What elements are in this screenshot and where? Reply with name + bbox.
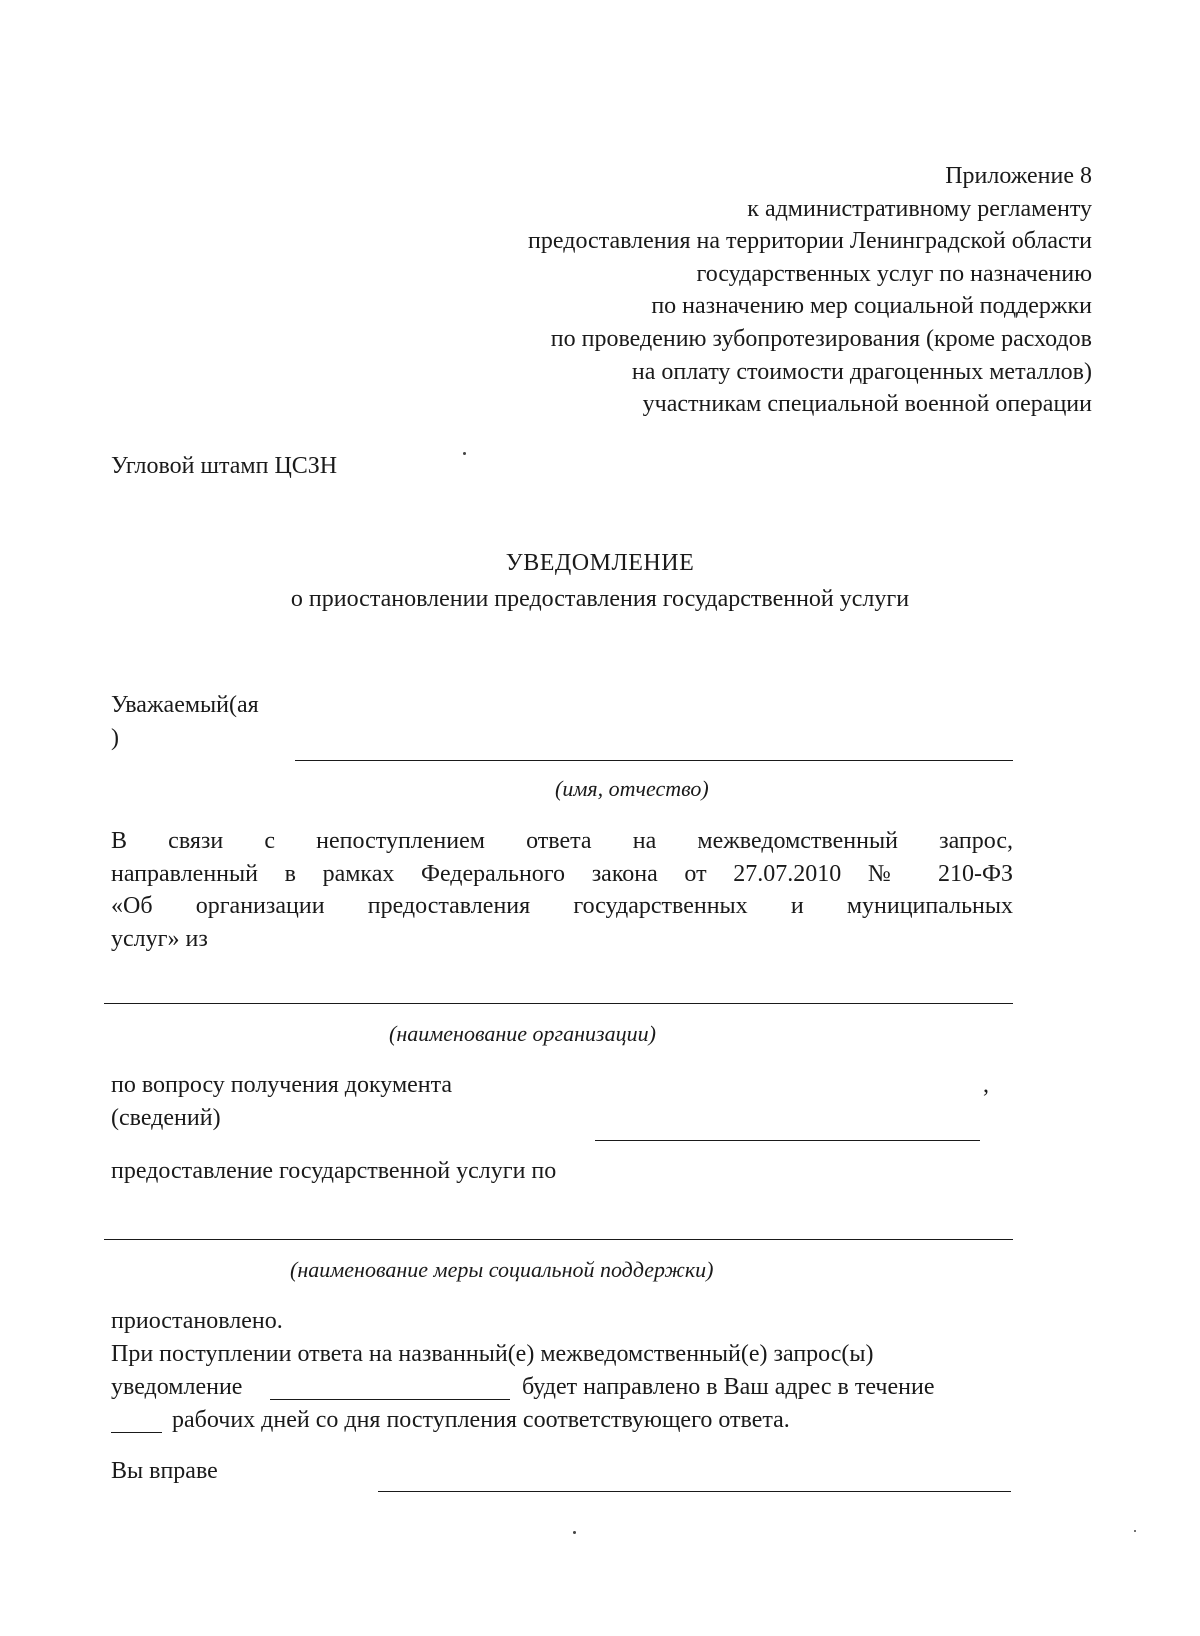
organization-blank-line[interactable] bbox=[104, 1003, 1013, 1004]
rights-blank-line[interactable] bbox=[378, 1491, 1011, 1492]
notification-text-end: будет направлено в Ваш адрес в течение bbox=[522, 1374, 935, 1400]
paragraph-line: В связи с непоступлением ответа на межведомственный запрос, bbox=[111, 828, 1013, 854]
annex-line: к административному регламенту bbox=[747, 195, 1092, 222]
rights-text: Вы вправе bbox=[111, 1458, 218, 1484]
days-count-blank[interactable] bbox=[111, 1432, 162, 1433]
name-caption: (имя, отчество) bbox=[555, 776, 709, 801]
corner-stamp-label: Угловой штамп ЦСЗН bbox=[111, 453, 338, 479]
annex-line: на оплату стоимости драгоценных металлов) bbox=[631, 358, 1092, 385]
salutation-close-paren: ) bbox=[111, 725, 119, 751]
annex-line: по проведению зубопротезирования (кроме расходов bbox=[550, 325, 1092, 352]
body-paragraph-1 bbox=[111, 825, 1013, 955]
paragraph-line: «Об организации предоставления государственных и муниципальных bbox=[111, 893, 1013, 919]
scan-speck bbox=[573, 1531, 576, 1534]
salutation-text: Уважаемый(ая bbox=[111, 692, 259, 718]
annex-header bbox=[528, 160, 1092, 421]
working-days-text: рабочих дней со дня поступления соответствующего ответа. bbox=[172, 1407, 790, 1433]
notice-title: УВЕДОМЛЕНИЕ bbox=[505, 550, 695, 576]
measure-blank-line[interactable] bbox=[104, 1239, 1013, 1240]
annex-line: участникам специальной военной операции bbox=[642, 391, 1092, 418]
scan-speck bbox=[1134, 1530, 1136, 1532]
name-blank-line[interactable] bbox=[295, 760, 1013, 761]
annex-line: Приложение 8 bbox=[945, 163, 1092, 189]
annex-line: предоставления на территории Ленинградской области bbox=[528, 228, 1092, 255]
response-text-line: При поступлении ответа на названный(е) межведомственный(е) запрос(ы) bbox=[111, 1341, 874, 1367]
notification-text-start: уведомление bbox=[111, 1374, 243, 1400]
notification-method-blank[interactable] bbox=[270, 1399, 510, 1400]
paragraph-line: услуг» из bbox=[111, 925, 208, 952]
suspended-text: приостановлено. bbox=[111, 1308, 283, 1334]
document-request-text: по вопросу получения документа bbox=[111, 1072, 453, 1098]
notice-subtitle: о приостановлении предоставления государственной услуги bbox=[290, 586, 910, 612]
measure-caption: (наименование меры социальной поддержки) bbox=[290, 1257, 714, 1282]
document-details-text: (сведений) bbox=[111, 1105, 221, 1131]
annex-line: государственных услуг по назначению bbox=[696, 260, 1092, 287]
paragraph-line: направленный в рамках Федерального закона от 27.07.2010 № 210-ФЗ bbox=[111, 860, 1013, 887]
document-blank-line[interactable] bbox=[595, 1140, 980, 1141]
organization-caption: (наименование организации) bbox=[389, 1021, 656, 1046]
service-text: предоставление государственной услуги по bbox=[111, 1158, 557, 1184]
scan-speck bbox=[463, 452, 466, 455]
annex-line: по назначению мер социальной поддержки bbox=[651, 293, 1092, 320]
document-comma: , bbox=[983, 1072, 989, 1098]
